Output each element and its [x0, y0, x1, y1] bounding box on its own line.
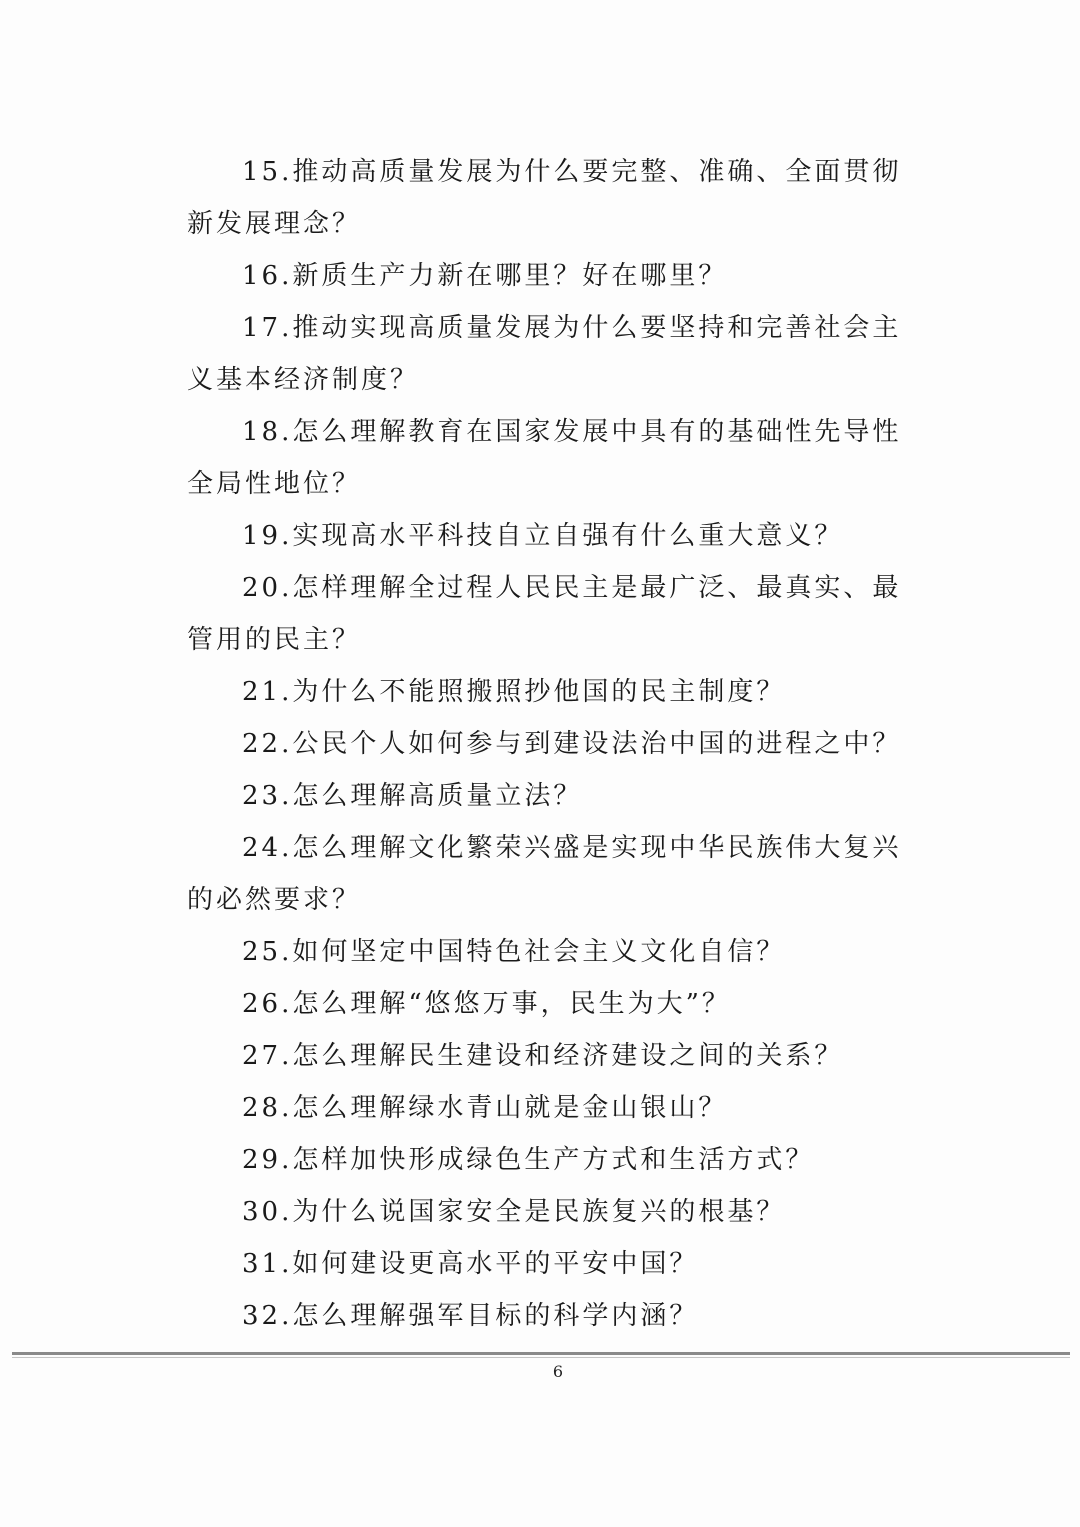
question-22: 22.公民个人如何参与到建设法治中国的进程之中？	[242, 729, 902, 759]
question-19: 19.实现高水平科技自立自强有什么重大意义？	[242, 521, 844, 551]
question-25: 25.如何坚定中国特色社会主义文化自信？	[242, 937, 786, 967]
question-17: 17.推动实现高质量发展为什么要坚持和完善社会主义基本经济制度？	[187, 313, 902, 395]
question-28: 28.怎么理解绿水青山就是金山银山？	[242, 1093, 728, 1123]
question-21: 21.为什么不能照搬照抄他国的民主制度？	[242, 677, 786, 707]
question-32: 32.怎么理解强军目标的科学内涵？	[242, 1301, 699, 1331]
question-31: 31.如何建设更高水平的平安中国？	[242, 1249, 699, 1279]
question-30: 30.为什么说国家安全是民族复兴的根基？	[242, 1197, 786, 1227]
question-18: 18.怎么理解教育在国家发展中具有的基础性先导性全局性地位？	[187, 417, 902, 499]
question-29: 29.怎样加快形成绿色生产方式和生活方式？	[242, 1145, 815, 1175]
page-number: 6	[552, 1362, 564, 1381]
question-27: 27.怎么理解民生建设和经济建设之间的关系？	[242, 1041, 844, 1071]
question-list	[187, 146, 917, 1342]
question-20: 20.怎样理解全过程人民民主是最广泛、最真实、最管用的民主？	[187, 573, 902, 655]
question-16: 16.新质生产力新在哪里？好在哪里？	[242, 261, 728, 291]
question-24: 24.怎么理解文化繁荣兴盛是实现中华民族伟大复兴的必然要求？	[187, 833, 902, 915]
footer-divider	[12, 1352, 1070, 1355]
footer-divider-thin	[12, 1357, 1070, 1358]
question-23: 23.怎么理解高质量立法？	[242, 781, 583, 811]
question-26: 26.怎么理解“悠悠万事，民生为大”？	[242, 989, 731, 1019]
question-15: 15.推动高质量发展为什么要完整、准确、全面贯彻新发展理念？	[187, 157, 902, 239]
